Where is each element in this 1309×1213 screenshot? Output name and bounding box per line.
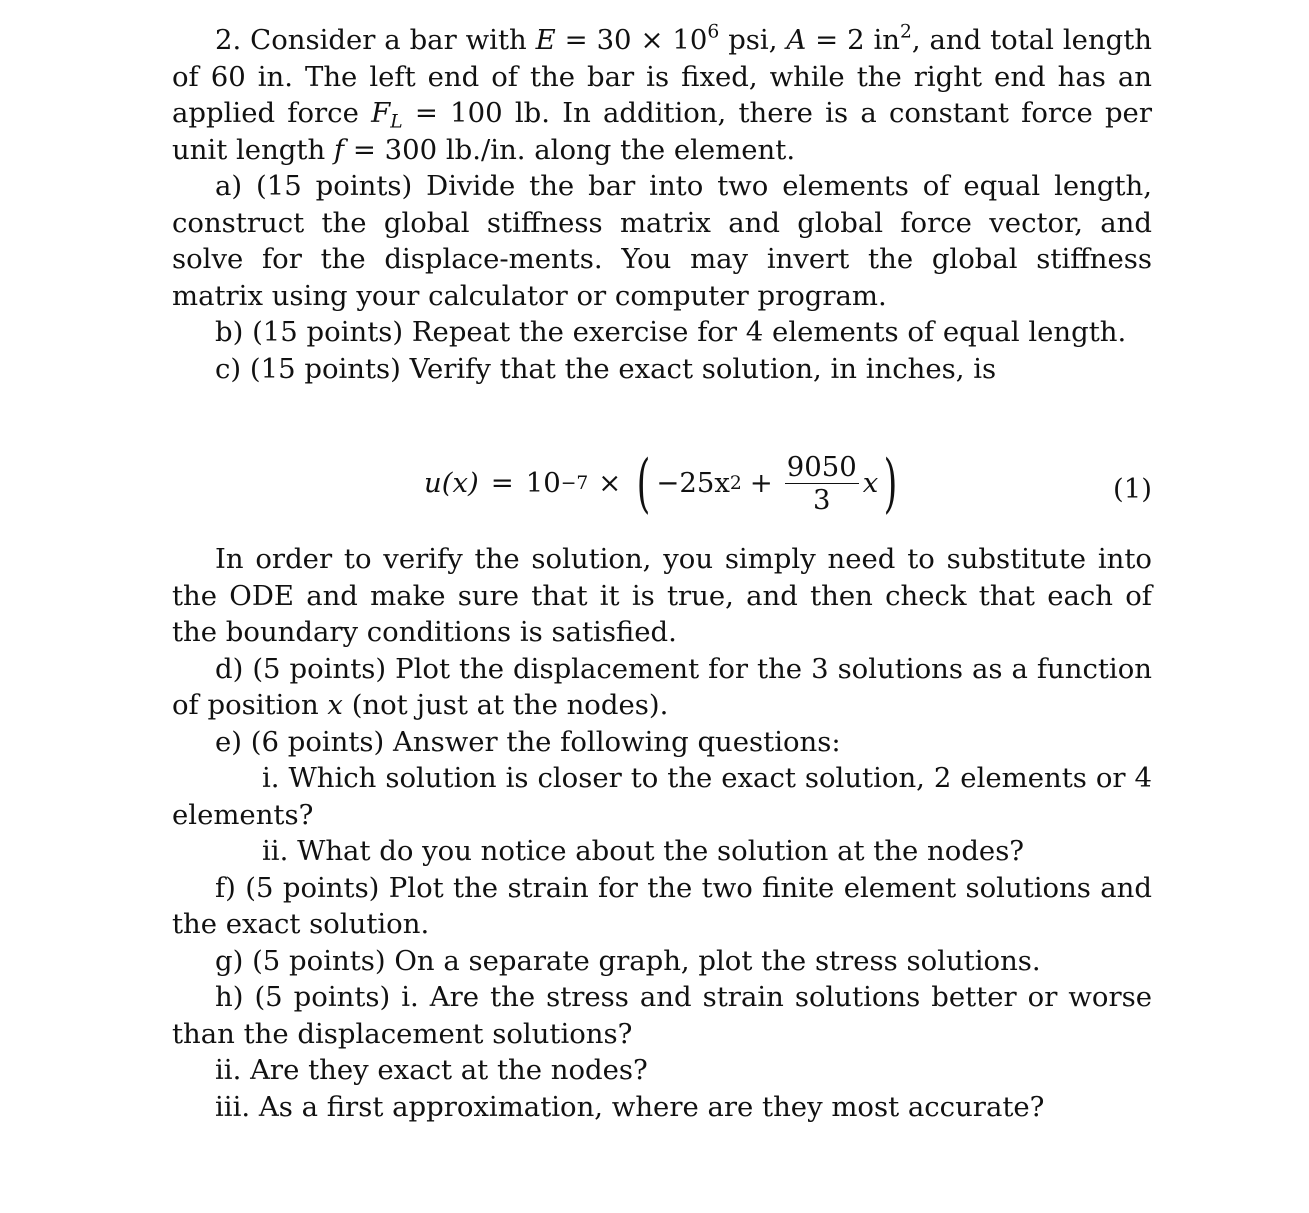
left-paren: ( — [636, 446, 651, 521]
eq-factor: 10 — [525, 467, 561, 500]
A-value: 2 in — [847, 24, 900, 56]
symbol-F-subscript: L — [390, 111, 403, 133]
part-a: a) (15 points) Divide the bar into two elements of equal length, construct the global stiffness matrix and global force vector, and solve for the displace-ments. You may invert the global stiffness matrix using your calculator or computer program. — [172, 170, 1152, 312]
problem-sheet — [172, 22, 1152, 1125]
problem-intro — [172, 22, 1152, 168]
part-d-var: x — [327, 689, 343, 721]
part-b: b) (15 points) Repeat the exercise for 4 elements of equal length. — [215, 316, 1127, 348]
equation-number: (1) — [1113, 473, 1152, 505]
intro-text-1: Consider a bar with — [250, 24, 527, 56]
problem-number: 2. — [215, 24, 242, 56]
eq-lhs: u(x) — [424, 467, 479, 500]
part-h-i: h) (5 points) i. Are the stress and strain solutions better or worse than the displacement solutions? — [172, 981, 1152, 1050]
eq-equals: = — [490, 467, 514, 500]
equation-1 — [172, 387, 1152, 541]
eq-times: × — [598, 467, 622, 500]
equals-sign: = — [564, 24, 588, 56]
verify-paragraph: In order to verify the solution, you simply need to substitute into the ODE and make sure that it is true, and then check that each of the boundary conditions is satisfied. — [172, 543, 1152, 648]
E-value: 30 × 10 — [596, 24, 708, 56]
eq-var: x — [862, 467, 879, 500]
eq-plus: + — [749, 467, 773, 500]
equals-sign-2: = — [815, 24, 839, 56]
equals-sign-3: = — [414, 97, 438, 129]
part-e: e) (6 points) Answer the following questions: — [215, 725, 841, 758]
symbol-E: E — [535, 24, 556, 56]
eq-numerator: 9050 — [786, 451, 857, 483]
part-f: f) (5 points) Plot the strain for the two finite element solutions and the exact solution. — [172, 871, 1152, 940]
part-d-post: (not just at the nodes). — [351, 689, 669, 721]
f-value: 300 lb./in. along the element. — [384, 133, 796, 166]
eq-fraction — [785, 451, 859, 516]
part-e-i: i. Which solution is closer to the exact solution, 2 elements or 4 elements? — [172, 762, 1152, 831]
symbol-f: f — [333, 133, 345, 166]
A-exponent: 2 — [900, 21, 912, 43]
E-exponent: 6 — [707, 21, 720, 43]
eq-term1: −25x — [656, 467, 730, 500]
part-e-ii: ii. What do you notice about the solution at the nodes? — [262, 835, 1025, 867]
part-c: c) (15 points) Verify that the exact solution, in inches, is — [215, 352, 997, 385]
symbol-F: F — [371, 97, 391, 129]
eq-denominator: 3 — [813, 484, 831, 516]
part-d — [172, 651, 1152, 724]
right-paren: ) — [883, 446, 898, 521]
F-value: 100 lb. In addition, there is a constant force per unit length — [172, 97, 1152, 166]
symbol-A: A — [786, 24, 807, 56]
part-d-text: d) (5 points) Plot the displacement for the 3 solutions as a function of position — [172, 652, 1152, 721]
E-unit: psi, — [728, 24, 778, 56]
part-g: g) (5 points) On a separate graph, plot the stress solutions. — [215, 944, 1041, 977]
equals-sign-4: = — [352, 133, 376, 166]
intro-text-2: , and total length of 60 in. The left end of the bar is fixed, while the right end has an applied force — [172, 24, 1153, 129]
part-h-iii: iii. As a first approximation, where are they most accurate? — [215, 1090, 1045, 1123]
part-h-ii: ii. Are they exact at the nodes? — [215, 1054, 648, 1086]
equation-body: u(x) = 10 −7 × ( −25x 2 + $\frac{9050}{3}$ x ) — [424, 446, 898, 521]
